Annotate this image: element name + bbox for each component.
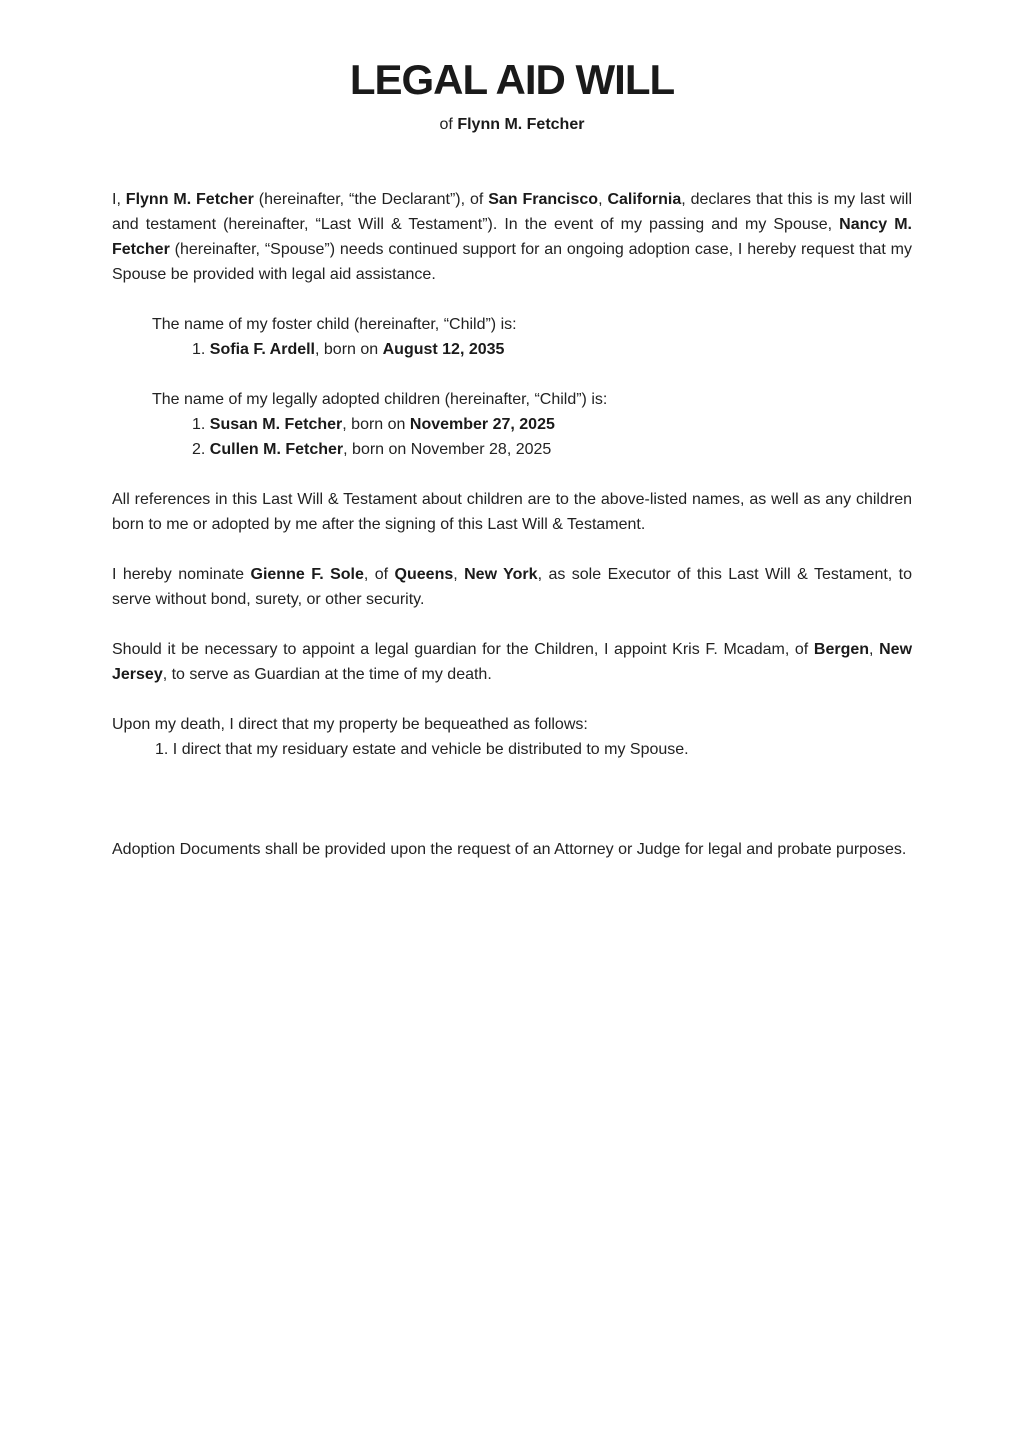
text-run: , born on (342, 416, 410, 433)
declarant-city: San Francisco (488, 191, 599, 208)
intro-paragraph (112, 187, 912, 287)
declarant-state: California (607, 191, 682, 208)
child-name: Susan M. Fetcher (209, 416, 343, 433)
foster-child-list (112, 337, 912, 362)
birth-date: November 27, 2025 (409, 416, 555, 433)
blank-space (112, 762, 912, 837)
text-run: I hereby nominate (112, 566, 251, 583)
birth-date: November 28, 2025 (410, 441, 552, 458)
text-run: , (869, 641, 880, 658)
document-subtitle (112, 113, 912, 137)
foster-child-intro: The name of my foster child (hereinafter, “Child”) is: (152, 316, 517, 333)
adopted-children-intro: The name of my legally adopted children (hereinafter, “Child”) is: (152, 391, 608, 408)
child-name: Sofia F. Ardell (209, 341, 315, 358)
executor-city: Queens (394, 566, 454, 583)
property-list (112, 737, 912, 762)
list-number: 1. (192, 416, 206, 433)
text-run: , born on (315, 341, 383, 358)
text-run: , (453, 566, 465, 583)
list-item (112, 412, 912, 437)
document-title: LEGAL AID WILL (349, 56, 675, 103)
list-item (112, 337, 912, 362)
guardian-state: New Jersey (112, 641, 913, 683)
text-run: , (598, 191, 608, 208)
list-number: 1. (192, 341, 206, 358)
declarant-name: Flynn M. Fetcher (457, 116, 585, 133)
subtitle-prefix: of (439, 116, 453, 133)
declarant-name: Flynn M. Fetcher (125, 191, 254, 208)
birth-date: August 12, 2035 (382, 341, 505, 358)
references-paragraph: All references in this Last Will & Testament about children are to the above-listed names, as well as any children born to me or adopted by me after the signing of this Last Will & Testament. (112, 491, 912, 533)
bequest-text: I direct that my residuary estate and vehicle be distributed to my Spouse. (172, 741, 689, 758)
text-run: Should it be necessary to appoint a legal guardian for the Children, I appoint Kris F. Mcadam, of (112, 641, 814, 658)
property-intro: Upon my death, I direct that my property be bequeathed as follows: (112, 716, 588, 733)
list-number: 1. (155, 741, 169, 758)
list-item (112, 737, 912, 762)
text-run: I, (112, 191, 126, 208)
executor-name: Gienne F. Sole (250, 566, 364, 583)
list-number: 2. (192, 441, 206, 458)
text-run: , as sole Executor of this Last Will & Testament, to serve without bond, surety, or other security. (112, 566, 913, 608)
text-run: , born on (343, 441, 411, 458)
spouse-name: Nancy M. Fetcher (112, 216, 912, 258)
executor-paragraph (112, 562, 912, 612)
guardian-paragraph (112, 637, 912, 687)
list-item (112, 437, 912, 462)
adoption-documents-paragraph: Adoption Documents shall be provided upon the request of an Attorney or Judge for legal and probate purposes. (112, 841, 907, 858)
child-name: Cullen M. Fetcher (209, 441, 344, 458)
adopted-children-list (112, 412, 912, 462)
text-run: (hereinafter, “the Declarant”), of (253, 191, 489, 208)
text-run: , of (363, 566, 395, 583)
executor-state: New York (464, 566, 538, 583)
text-run: (hereinafter, “Spouse”) needs continued support for an ongoing adoption case, I hereby request that my Spouse be provided with legal aid assistance. (112, 241, 912, 283)
guardian-city: Bergen (813, 641, 870, 658)
text-run: , to serve as Guardian at the time of my death. (162, 666, 492, 683)
document-body (112, 187, 912, 887)
text-run: , declares that this is my last will and testament (hereinafter, “Last Will & Testament”). In the event of my passing and my Spouse, (112, 191, 913, 233)
